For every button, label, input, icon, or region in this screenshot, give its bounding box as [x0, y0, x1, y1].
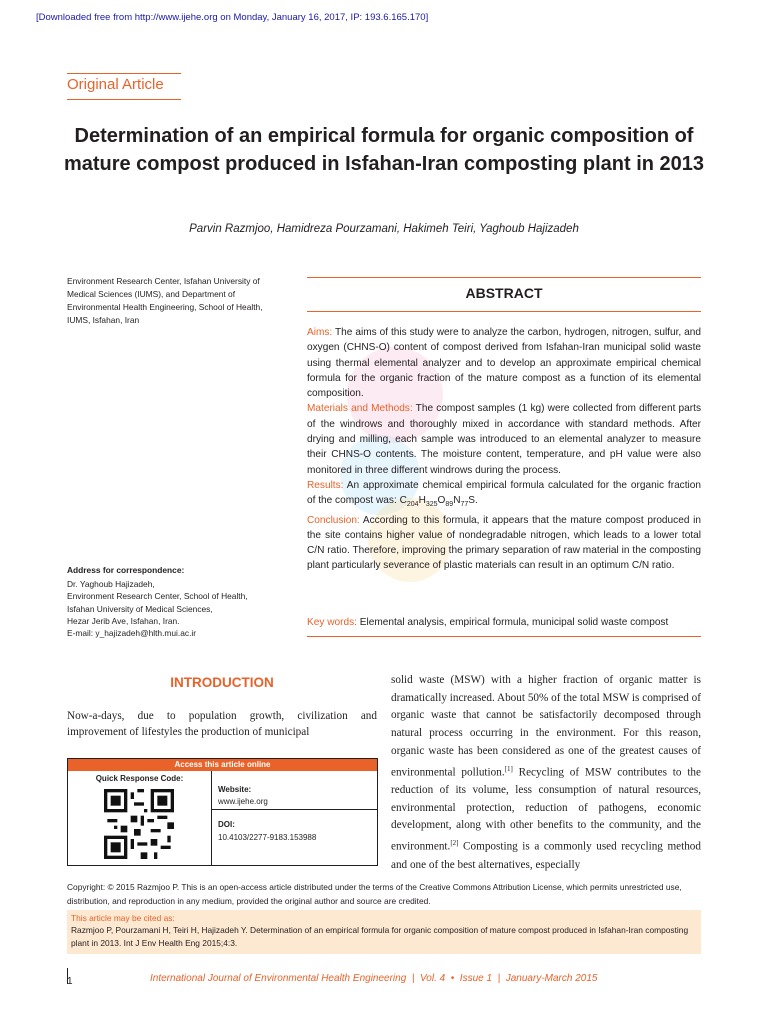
abstract-conclusion: [307, 513, 701, 574]
abstract-rule-top: [307, 277, 701, 278]
abstract-body: [307, 325, 701, 574]
website-link[interactable]: www.ijehe.org: [218, 797, 268, 806]
affiliation: Environment Research Center, Isfahan University of Medical Sciences (IUMS), and Department of Environmental Health Engineering, School of Health, IUMS, Isfahan, Iran: [67, 276, 263, 325]
conclusion-text: According to this formula, it appears that the mature compost produced in the site contains higher value of nondegradable nitrogen, which leads to a lower total C/N ratio. Therefore, improving the primary separation of raw material in the composting plant particularly severance of plastic materials can result in an optimum C/N ratio.: [307, 514, 701, 572]
aims-text: The aims of this study were to analyze the carbon, hydrogen, nitrogen, sulfur, and oxygen (CHNS-O) content of compost derived from Isfahan-Iran municipal solid waste using thermal elemental analyzer and to develop an approximate empirical chemical formula for the organic fraction of the mature compost as a function of its elemental composition.: [307, 327, 701, 400]
methods-label: Materials and Methods:: [307, 403, 413, 415]
keywords-text: Elemental analysis, empirical formula, municipal solid waste compost: [356, 617, 669, 628]
abstract-aims: [307, 325, 701, 401]
results-label: Results:: [307, 479, 344, 491]
doi-link[interactable]: 10.4103/2277-9183.153988: [218, 833, 317, 842]
reference-1[interactable]: [1]: [504, 764, 513, 773]
correspondence-line: Dr. Yaghoub Hajizadeh,: [67, 579, 155, 589]
empirical-formula: $C_{204}H_{325}O_{89}N_{77}S$.: [399, 495, 478, 509]
section-label-rule-top: [67, 73, 181, 74]
author-list: Parvin Razmjoo, Hamidreza Pourzamani, Hakimeh Teiri, Yaghoub Hajizadeh: [189, 223, 579, 235]
box-divider-vertical: [211, 771, 212, 865]
citation-text: Razmjoo P, Pourzamani H, Teiri H, Hajizadeh Y. Determination of an empirical formula for organic composition of mature compost produced in Isfahan-Iran composting plant in 2013. Int J Env Health Eng 2015;4:3.: [71, 925, 689, 948]
keywords: [307, 617, 701, 628]
correspondence-heading: Address for correspondence:: [67, 565, 185, 575]
keywords-rule: [307, 636, 701, 637]
doi-label: DOI:: [218, 820, 235, 829]
introduction-left-text: Now-a-days, due to population growth, civilization and improvement of lifestyles the production of municipal: [67, 710, 377, 738]
abstract-methods: [307, 401, 701, 477]
correspondence-line: Hezar Jerib Ave, Isfahan, Iran.: [67, 615, 180, 626]
access-online-box: [67, 758, 378, 866]
journal-footer: International Journal of Environmental Health Engineering | Vol. 4 • Issue 1 | January-March 2015: [150, 973, 598, 984]
abstract-heading: ABSTRACT: [465, 285, 543, 301]
abstract-rule-bottom: [307, 311, 701, 312]
download-note: [Downloaded free from http://www.ijehe.org on Monday, January 16, 2017, IP: 193.6.165.170]: [36, 12, 429, 23]
citation-box: [67, 910, 701, 954]
aims-label: Aims:: [307, 327, 333, 338]
introduction-heading: INTRODUCTION: [170, 675, 274, 690]
results-text: An approximate chemical empirical formula calculated for the organic fraction of the compost was:: [307, 479, 701, 507]
reference-2[interactable]: [2]: [450, 839, 459, 848]
copyright-notice: Copyright: © 2015 Razmjoo P. This is an open-access article distributed under the terms of the Creative Commons Attribution License, which permits unrestricted use, distribution, and reproduction in any medium, provided the original author and source are credited.: [67, 882, 682, 906]
correspondence-email[interactable]: E-mail: y_hajizadeh@hlth.mui.ac.ir: [67, 628, 197, 639]
article-title: Determination of an empirical formula for organic composition of mature compost produced in Isfahan-Iran composting plant in 2013: [63, 125, 705, 175]
methods-text: The compost samples (1 kg) were collected from different parts of the windrows and thoroughly mixed in accordance with standard methods. After drying and milling, each sample was introduced to an elemental analyzer to measure their CHNS-O contents. The moisture content, temperature, and pH value were also monitored in three different windrows during the process.: [307, 403, 701, 476]
section-label: Original Article: [67, 76, 164, 93]
access-online-heading: Access this article online: [68, 759, 377, 771]
abstract-results: [307, 478, 701, 513]
section-label-rule-bottom: [67, 99, 181, 100]
introduction-right-text: solid waste (MSW) with a higher fraction of organic matter is dramatically increased. About 50% of the total MSW is comprised of organic waste that cannot be satisfactorily decomposed through natural process occurring in the environment. For this reason, organic waste has been considered as one of the greatest causes of environmental pollution.[1] Recycling of MSW contributes to the reduction of its volume, less consumption of natural resources, environmental protection, reduction of pathogens, economic development, along with other benefits to the community, and the environment.[2] Composting is a commonly used recycling method and one of the best alternatives, especially: [391, 674, 701, 871]
conclusion-label: Conclusion:: [307, 514, 360, 526]
page-number: 1: [67, 976, 73, 987]
citation-heading: This article may be cited as:: [71, 913, 175, 923]
box-divider-horizontal: [211, 809, 377, 810]
website-label: Website:: [218, 785, 252, 794]
qr-code-icon[interactable]: [104, 789, 174, 859]
correspondence-address: [67, 578, 287, 639]
correspondence-line: Environment Research Center, School of Health,: [67, 591, 248, 602]
correspondence-line: Isfahan University of Medical Sciences,: [67, 603, 213, 614]
keywords-label: Key words:: [307, 617, 357, 628]
qr-code-label: Quick Response Code:: [95, 774, 184, 783]
